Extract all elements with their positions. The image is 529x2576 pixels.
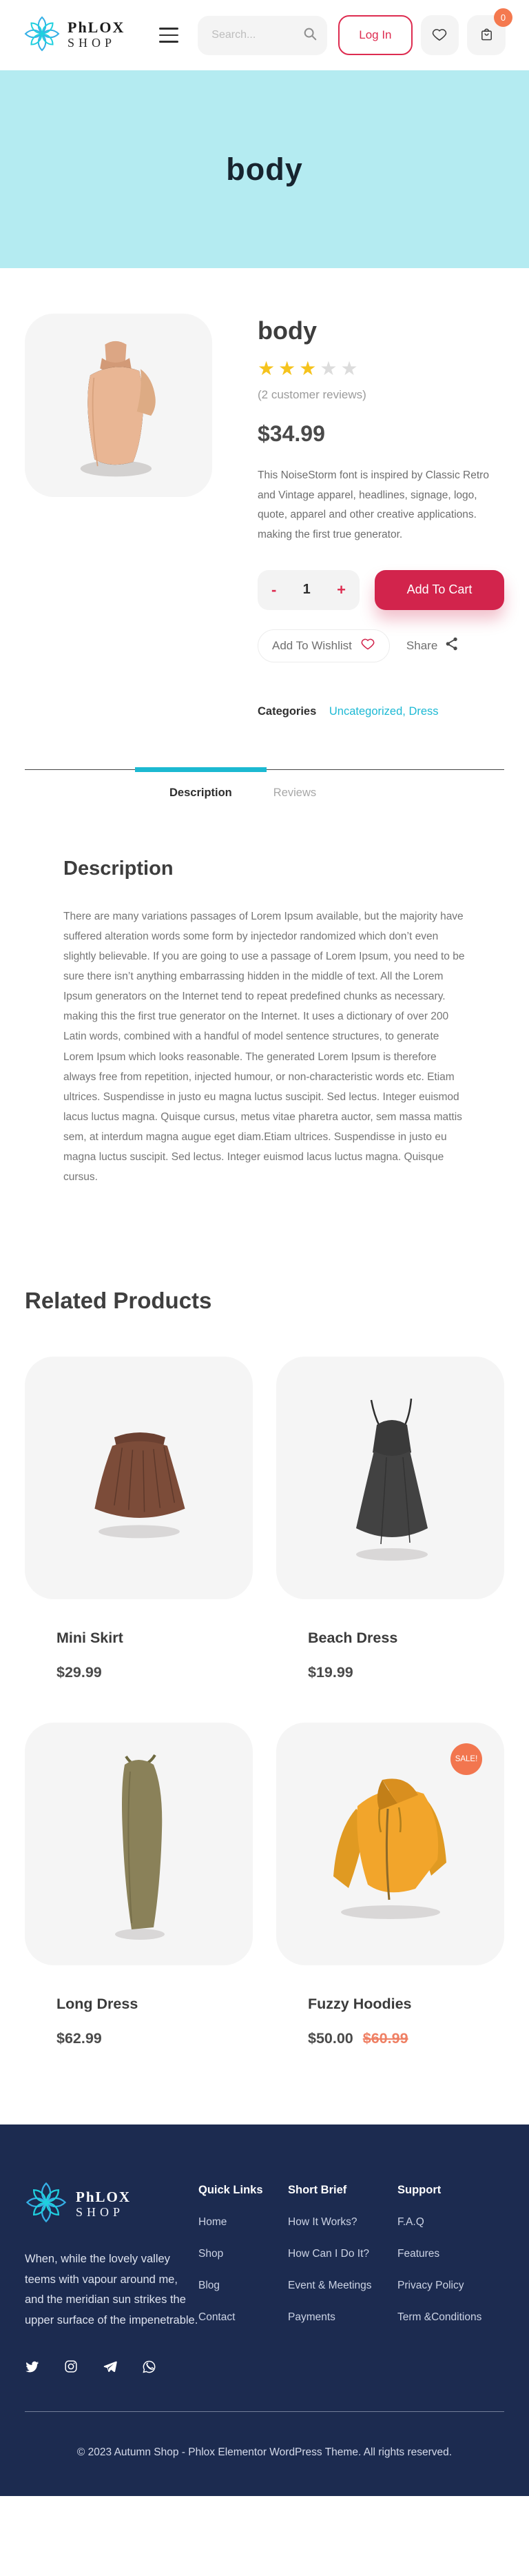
copyright-text: © 2023 Autumn Shop - Phlox Elementor WordPress Theme. All rights reserved. [76,2446,453,2458]
description-section [63,858,466,1188]
product-info [258,314,504,718]
product-card-beach-dress[interactable] [276,1357,504,1681]
product-title: body [258,316,317,345]
product-card-price [308,1664,504,1681]
footer-link-event-meetings[interactable]: Event & Meetings [288,2280,372,2292]
footer-column-heading: Quick Links [198,2184,263,2197]
footer-column-quick-links [198,2181,288,2373]
footer-logo-text-line1: PhLOX [76,2188,132,2205]
categories-label: Categories [258,704,317,718]
footer-link-how-can-i-do-it[interactable]: How Can I Do It? [288,2248,370,2260]
footer-link-faq[interactable]: F.A.Q [397,2216,424,2229]
add-to-cart-button[interactable]: Add To Cart [375,570,504,610]
footer-link-contact[interactable]: Contact [198,2311,236,2324]
categories-row [258,705,504,718]
product-card-image[interactable] [25,1357,253,1599]
footer-social-icons [25,2360,198,2374]
twitter-icon[interactable] [25,2360,39,2374]
footer-logo-text-line2: SHOP [76,2204,125,2219]
fuzzy-hoodie-image [308,1765,473,1923]
beach-dress-image [329,1392,453,1564]
logo-text-line1: PhLOX [68,19,125,37]
footer-link-columns [198,2181,504,2373]
footer-column-support [397,2181,487,2373]
site-logo[interactable] [23,15,125,56]
login-button[interactable]: Log In [338,15,412,55]
footer-link-payments[interactable]: Payments [288,2311,335,2324]
cart-button[interactable] [467,12,506,55]
footer-link-blog[interactable]: Blog [198,2280,220,2292]
current-price: $19.99 [308,1664,353,1681]
menu-button[interactable] [159,28,178,43]
star-icon: ★ [278,358,300,379]
product-image[interactable] [25,314,212,497]
current-price: $50.00 [308,2030,353,2047]
description-body: There are many variations passages of Lorem Ipsum available, but the majority have suffered alteration words some form by injectedor randomized which don’t even slightly believable. If you are going to use a passage of Lorem Ipsum, you need to be sure there isn’t anything embarrassing hidden in the middle of text. All the Lorem Ipsum generators on the Internet tend to repeat predefined chunks as necessary. making this the first true generator on the Internet. It uses a dictionary of over 200 Latin words, combined with a handful of model sentence structures, to generate Lorem Ipsum which looks reasonable. The generated Lorem Ipsum is therefore always free from repetition, injected humour, or non-characteristic words etc. Etiam ultrices. Suspendisse in justo eu magna luctus suscipit. Sed lectus. Integer euismod lacus luctus magna. Quisque cursus, metus vitae pharetra auctor, sem massa mattis sem, at interdum magna augue eget diam.Etiam ultrices. Suspendisse in justo eu magna luctus suscipit. Sed lectus. Integer euismod lacus luctus magna. Quisque cursus. [63,910,465,1184]
footer-link-home[interactable]: Home [198,2216,227,2229]
long-dress-image [94,1744,184,1944]
footer-link-shop[interactable]: Shop [198,2248,224,2260]
product-short-description: This NoiseStorm font is inspired by Classic Retro and Vintage apparel, headlines, signage, logo, quote, apparel and other creative applications. making the first true generator. [258,469,489,541]
search-input[interactable] [210,28,302,42]
product-card-name[interactable]: Mini Skirt [56,1630,123,1647]
star-icon: ★ [258,358,279,379]
search-icon[interactable] [302,26,318,45]
cart-count-badge: 0 [494,8,512,27]
wishlist-button[interactable] [421,15,459,55]
footer-link-features[interactable]: Features [397,2248,440,2260]
product-card-image[interactable] [276,1723,504,1965]
footer-link-how-it-works[interactable]: How It Works? [288,2216,357,2229]
add-to-wishlist-label: Add To Wishlist [272,638,352,652]
product-card-price [56,1664,253,1681]
old-price: $60.99 [362,2030,408,2047]
share-button[interactable] [402,636,464,656]
category-links[interactable]: Uncategorized, Dress [329,704,439,718]
turtleneck-top-image [51,327,186,483]
product-summary [0,268,529,718]
product-card-name[interactable]: Long Dress [56,1996,138,2013]
mini-skirt-image [74,1412,205,1543]
footer-link-privacy-policy[interactable]: Privacy Policy [397,2280,464,2292]
tab-description[interactable]: Description [149,770,253,800]
footer-logo[interactable] [25,2181,198,2227]
footer-column-heading: Support [397,2184,442,2197]
product-card-name[interactable]: Fuzzy Hoodies [308,1996,412,2013]
share-label: Share [406,638,438,652]
whatsapp-icon[interactable] [142,2360,156,2374]
related-products-heading: Related Products [25,1288,212,1314]
quantity-decrease-button[interactable]: - [271,580,277,598]
footer-brand-column [25,2181,198,2373]
page-title-banner [0,70,529,268]
footer-column-heading: Short Brief [288,2184,347,2197]
logo-flower-icon [25,2181,68,2227]
star-icon: ★ [299,358,320,379]
quantity-value[interactable]: 1 [302,582,311,598]
product-price: $34.99 [258,421,325,446]
product-card-name[interactable]: Beach Dress [308,1630,398,1647]
star-icon: ★ [340,358,362,379]
main-content [0,268,529,2047]
site-footer [0,2124,529,2495]
purchase-controls [258,570,504,610]
quantity-increase-button[interactable]: + [337,580,346,598]
add-to-wishlist-button[interactable] [258,629,390,662]
sale-badge: SALE! [450,1743,482,1775]
footer-about-text: When, while the lovely valley teems with vapour around me, and the meridian sun strikes the upper surface of the impenetrable. [25,2253,198,2326]
shopping-bag-icon [479,26,495,44]
star-rating [258,359,504,378]
related-products-grid [25,1357,504,2047]
related-products-section [0,1288,529,2047]
heart-icon [431,26,448,45]
heart-icon [360,636,375,655]
instagram-icon[interactable] [64,2360,78,2373]
customer-reviews-link[interactable]: (2 customer reviews) [258,388,366,401]
search-box [198,16,327,55]
product-card-price [308,2030,504,2047]
quantity-stepper [258,570,360,610]
share-icon [444,636,459,655]
description-heading: Description [63,857,174,880]
star-icon: ★ [320,358,341,379]
telegram-icon[interactable] [103,2360,117,2374]
product-tabs [25,769,504,800]
wishlist-share-row [258,629,504,662]
product-card-price [56,2030,253,2047]
footer-column-short-brief [288,2181,397,2373]
current-price: $29.99 [56,1664,102,1681]
product-card-image[interactable] [25,1723,253,1965]
current-price: $62.99 [56,2030,102,2047]
page-title: body [226,151,303,187]
logo-flower-icon [23,15,61,56]
logo-text-line2: SHOP [68,36,116,50]
footer-link-term-conditions[interactable]: Term &Conditions [397,2311,482,2324]
site-header [0,0,529,70]
product-card-long-dress[interactable] [25,1723,253,2047]
product-card-fuzzy-hoodies[interactable] [276,1723,504,2047]
product-card-mini-skirt[interactable] [25,1357,253,1681]
tab-reviews[interactable]: Reviews [253,770,337,800]
product-card-image[interactable] [276,1357,504,1599]
